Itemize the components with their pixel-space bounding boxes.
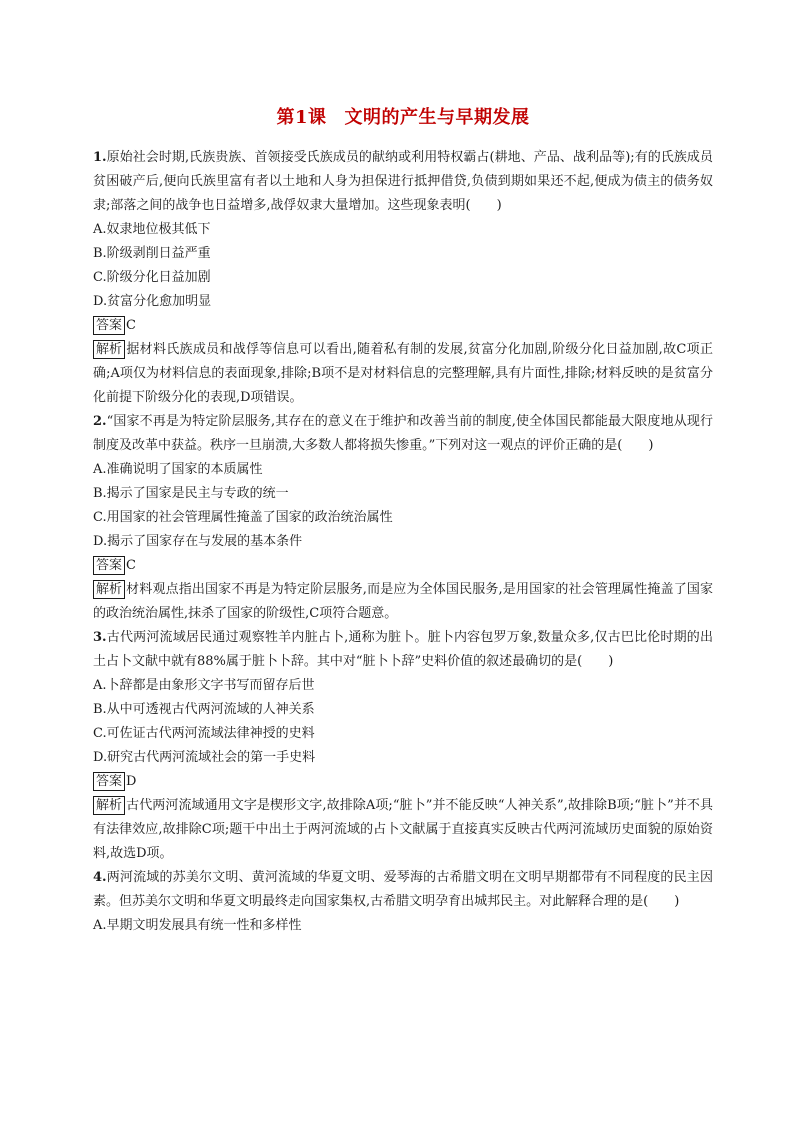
analysis-text: 古代两河流域通用文字是楔形文字,故排除A项;“脏卜”并不能反映“人神关系”,故排除B项;“脏卜”并不具有法律效应,故排除C项;题干中出土于两河流域的占卜文献属于直接真实反映古代两河流域历史面貌的原始资料,故选D项。: [93, 798, 713, 861]
option-c: C.阶级分化日益加剧: [93, 270, 211, 285]
answer-row: [93, 314, 713, 338]
question-number: 3.: [93, 630, 107, 645]
answer-tag: 答案: [93, 316, 125, 335]
question-4: [93, 866, 713, 938]
lesson-number: 第1课: [276, 107, 327, 128]
question-stem: [93, 626, 713, 674]
question-text: “国家不再是为特定阶层服务,其存在的意义在于维护和改善当前的制度,使全体国民都能最大限度地从现行制度及改革中获益。秩序一旦崩溃,大多数人都将损失惨重。”下列对这一观点的评价正确的是( ): [93, 414, 713, 453]
answer-value: D: [126, 774, 137, 789]
option-a: A.奴隶地位极其低下: [93, 222, 211, 237]
option-a: A.卜辞都是由象形文字书写而留存后世: [93, 678, 315, 693]
lesson-topic: 文明的产生与早期发展: [344, 107, 530, 128]
analysis-text: 据材料氏族成员和战俘等信息可以看出,随着私有制的发展,贫富分化加剧,阶级分化日益加剧,故C项正确;A项仅为材料信息的表面现象,排除;B项不是对材料信息的完整理解,具有片面性,排除;材料反映的是贫富分化前提下阶级分化的表现,D项错误。: [93, 342, 713, 405]
option-d: D.贫富分化愈加明显: [93, 294, 212, 309]
option-d: D.揭示了国家存在与发展的基本条件: [93, 534, 303, 549]
answer-row: [93, 770, 713, 794]
option-c: C.用国家的社会管理属性掩盖了国家的政治统治属性: [93, 510, 393, 525]
option-a: A.早期文明发展具有统一性和多样性: [93, 918, 302, 933]
option-b: B.揭示了国家是民主与专政的统一: [93, 486, 289, 501]
option-d: D.研究古代两河流域社会的第一手史料: [93, 750, 316, 765]
analysis-tag: 解析: [93, 796, 125, 815]
question-text: 古代两河流域居民通过观察牲羊内脏占卜,通称为脏卜。脏卜内容包罗万象,数量众多,仅古巴比伦时期的出土占卜文献中就有88%属于脏卜卜辞。其中对“脏卜卜辞”史料价值的叙述最确切的是( ): [93, 630, 713, 669]
answer-tag: 答案: [93, 772, 125, 791]
option-b: B.阶级剥削日益严重: [93, 246, 211, 261]
analysis-tag: 解析: [93, 580, 125, 599]
option-c: C.可佐证古代两河流域法律神授的史料: [93, 726, 315, 741]
answer-value: C: [126, 318, 136, 333]
question-text: 原始社会时期,氏族贵族、首领接受氏族成员的献纳或利用特权霸占(耕地、产品、战利品等);有的氏族成员贫困破产后,便向氏族里富有者以土地和人身为担保进行抵押借贷,负债到期如果还不起,便成为债主的债务奴隶;部落之间的战争也日益增多,战俘奴隶大量增加。这些现象表明( ): [93, 150, 713, 213]
question-stem: [93, 866, 713, 914]
option-a: A.准确说明了国家的本质属性: [93, 462, 263, 477]
question-text: 两河流域的苏美尔文明、黄河流域的华夏文明、爱琴海的古希腊文明在文明早期都带有不同程度的民主因素。但苏美尔文明和华夏文明最终走向国家集权,古希腊文明孕育出城邦民主。对此解释合理的是( ): [93, 870, 713, 909]
analysis-tag: 解析: [93, 340, 125, 359]
answer-value: C: [126, 558, 136, 573]
answer-tag: 答案: [93, 556, 125, 575]
question-stem: [93, 410, 713, 458]
question-3: [93, 626, 713, 866]
page-title: [93, 104, 713, 132]
question-number: 2.: [93, 414, 107, 429]
analysis-text: 材料观点指出国家不再是为特定阶层服务,而是应为全体国民服务,是用国家的社会管理属性掩盖了国家的政治统治属性,抹杀了国家的阶级性,C项符合题意。: [93, 582, 713, 621]
analysis-row: [93, 794, 713, 866]
option-b: B.从中可透视古代两河流域的人神关系: [93, 702, 315, 717]
question-number: 4.: [93, 870, 107, 885]
answer-row: [93, 554, 713, 578]
document-page: [93, 104, 713, 938]
question-1: [93, 146, 713, 410]
analysis-row: [93, 338, 713, 410]
question-number: 1.: [93, 150, 107, 165]
question-stem: [93, 146, 713, 218]
question-2: [93, 410, 713, 626]
analysis-row: [93, 578, 713, 626]
